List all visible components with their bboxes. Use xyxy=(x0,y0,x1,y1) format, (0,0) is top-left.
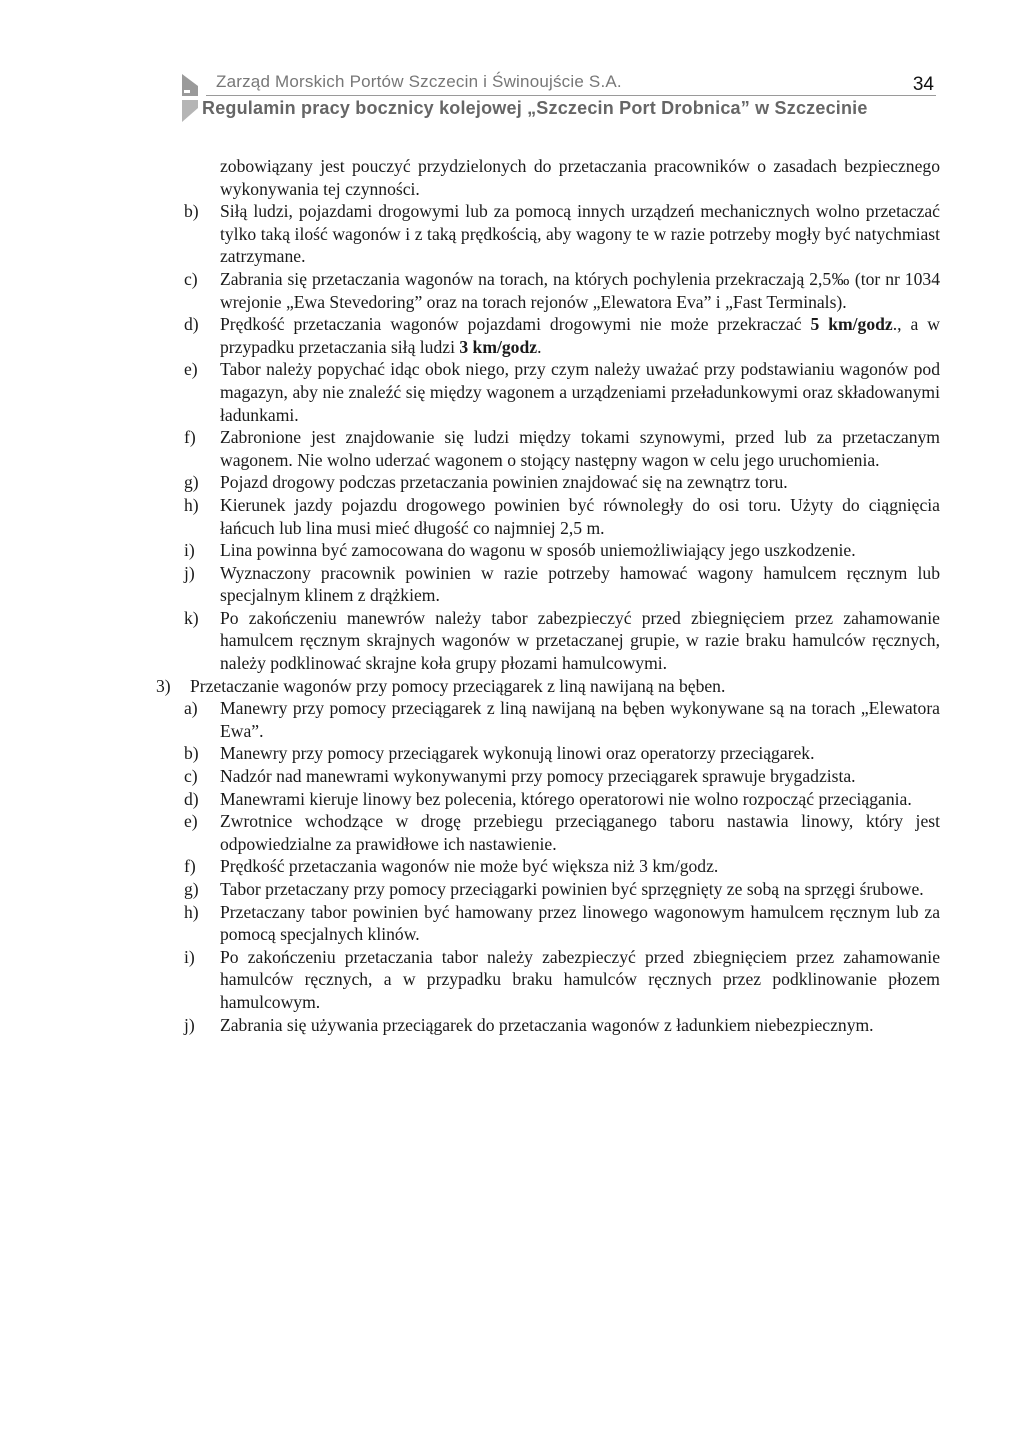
list-label: h) xyxy=(184,494,199,515)
list-text: Po zakończeniu manewrów należy tabor zabezpieczyć przed zbiegnięciem przez zahamowanie hamulcem ręcznym skrajnych wagonów w przetaczanej grupie, w razie braku hamulców ręcznych, należy podklinować skrajne koła grupy płozami hamulcowymi. xyxy=(220,607,940,674)
list-text: Prędkość przetaczania wagonów nie może być większa niż 3 km/godz. xyxy=(220,856,719,877)
list-label: j) xyxy=(184,1014,195,1035)
list-text: Prędkość przetaczania wagonów pojazdami drogowymi nie może przekraczać xyxy=(220,314,811,335)
list-text: Kierunek jazdy pojazdu drogowego powinien być równoległy do osi toru. Użyty do ciągnięcia łańcuch lub lina musi mieć długość co najmniej 2,5 m. xyxy=(220,494,940,538)
list-item-3g xyxy=(150,878,940,901)
list-label: d) xyxy=(184,788,199,809)
list-text: Wyznaczony pracownik powinien w razie potrzeby hamować wagony hamulcem ręcznym lub specjalnym klinem z drążkiem. xyxy=(220,562,940,606)
port-logo-icon xyxy=(180,72,202,124)
intro-paragraph: zobowiązany jest pouczyć przydzielonych do przetaczania pracowników o zasadach bezpiecznego wykonywania tej czynności. xyxy=(220,156,940,199)
list-label: b) xyxy=(184,743,199,764)
list-item-3a xyxy=(150,697,940,742)
list-text: Tabor przetaczany przy pomocy przeciągarki powinien być sprzęgnięty ze sobą na sprzęgi śrubowe. xyxy=(220,879,924,899)
list-label: f) xyxy=(184,856,196,877)
list-item-g xyxy=(150,471,940,494)
list-item-3f xyxy=(150,855,940,878)
list-label: i) xyxy=(184,540,195,561)
list-item-j xyxy=(150,562,940,607)
list-text: Lina powinna być zamocowana do wagonu w sposób uniemożliwiający jego uszkodzenie. xyxy=(220,540,856,561)
list-text: Tabor należy popychać idąc obok niego, przy czym należy uważać przy podstawianiu wagonów pod magazyn, aby nie znaleźć się między wagonem a urządzeniami przeładunkowymi oraz składowanymi ładunkami. xyxy=(220,359,940,425)
section-label: 3) xyxy=(156,675,171,696)
header-document-title: Regulamin pracy bocznicy kolejowej „Szczecin Port Drobnica” w Szczecinie xyxy=(202,98,868,118)
document-body xyxy=(150,155,940,1036)
list-item-3c xyxy=(150,765,940,788)
list-text: Siłą ludzi, pojazdami drogowymi lub za pomocą innych urządzeń mechanicznych wolno przetaczać tylko taką ilość wagonów i z taką prędkością, aby wagony te w razie potrzeby mogły być natychmiast zatrzymane. xyxy=(220,201,940,267)
list-text: Manewrami kieruje linowy bez polecenia, którego operatorowi nie wolno rozpocząć przeciągania. xyxy=(220,788,912,809)
list-label: i) xyxy=(184,946,195,967)
list-item-d xyxy=(150,313,940,358)
list-item-c xyxy=(150,268,940,313)
list-text: Pojazd drogowy podczas przetaczania powinien znajdować się na zewnątrz toru. xyxy=(220,472,788,493)
section-3-heading xyxy=(150,675,940,698)
list-item-f xyxy=(150,426,940,471)
list-label: c) xyxy=(184,766,198,787)
list-label: b) xyxy=(184,201,199,222)
list-label: j) xyxy=(184,562,195,583)
list-text: Przetaczany tabor powinien być hamowany przez linowego wagonowym hamulcem ręcznym lub za pomocą specjalnych klinów. xyxy=(220,901,940,945)
list-label: f) xyxy=(184,427,196,448)
list-item-3i xyxy=(150,946,940,1014)
list-item-3h xyxy=(150,901,940,946)
list-label: d) xyxy=(184,314,199,335)
list-item-3d xyxy=(150,788,940,811)
list-label: k) xyxy=(184,607,199,628)
list-item-k xyxy=(150,607,940,675)
speed-limit-road-vehicles: 5 km/godz xyxy=(810,314,893,335)
list-text: Zabrania się używania przeciągarek do przetaczania wagonów z ładunkiem niebezpiecznym. xyxy=(220,1014,874,1035)
list-text: Nadzór nad manewrami wykonywanymi przy pomocy przeciągarek sprawuje brygadzista. xyxy=(220,766,856,787)
list-label: e) xyxy=(184,359,198,380)
list-item-3e xyxy=(150,810,940,855)
list-item-3j xyxy=(150,1014,940,1037)
list-text: Manewry przy pomocy przeciągarek wykonują linowi oraz operatorzy przeciągarek. xyxy=(220,743,815,764)
list-label: c) xyxy=(184,268,198,289)
speed-limit-manual: 3 km/godz xyxy=(459,336,538,357)
page-header xyxy=(180,68,940,128)
list-text: ., a w przypadku przetaczania siłą ludzi xyxy=(220,314,940,357)
list-text: Zabronione jest znajdowanie się ludzi między tokami szynowymi, przed lub za przetaczanym wagonem. Nie wolno uderzać wagonem o stojący następny wagon w celu jego uruchomienia. xyxy=(220,427,940,470)
list-item-b xyxy=(150,200,940,268)
section-text: Przetaczanie wagonów przy pomocy przeciągarek z liną nawijaną na bęben. xyxy=(190,675,726,696)
list-text: Manewry przy pomocy przeciągarek z liną nawijaną na bęben wykonywane są na torach „Elewatora Ewa”. xyxy=(220,698,940,741)
list-label: a) xyxy=(184,698,198,719)
list-label: h) xyxy=(184,901,199,922)
list-label: g) xyxy=(184,879,199,899)
page-number: 34 xyxy=(912,74,934,95)
header-rule xyxy=(206,95,936,96)
list-text: Zwrotnice wchodzące w drogę przebiegu przeciąganego taboru nastawia linowy, który jest odpowiedzialne za prawidłowe ich nastawienie. xyxy=(220,811,940,854)
list-item-e xyxy=(150,358,940,426)
list-text: . xyxy=(537,336,542,357)
list-text: Zabrania się przetaczania wagonów na torach, na których pochylenia przekraczają 2,5‰ (tor nr 1034 wrejonie „Ewa Stevedoring” oraz na torach rejonów „Elewatora Eva” i „Fast Terminals). xyxy=(220,268,940,312)
list-label: e) xyxy=(184,811,198,832)
list-item-3b xyxy=(150,742,940,765)
list-item-h xyxy=(150,494,940,539)
list-label: g) xyxy=(184,472,199,493)
header-organization: Zarząd Morskich Portów Szczecin i Świnoujście S.A. xyxy=(216,72,622,91)
list-text: Po zakończeniu przetaczania tabor należy zabezpieczyć przed zbiegnięciem przez zahamowanie hamulców ręcznych, a w przypadku braku hamulców ręcznych przez podklinowanie płozem hamulcowym. xyxy=(220,946,940,1012)
list-item-i xyxy=(150,539,940,562)
